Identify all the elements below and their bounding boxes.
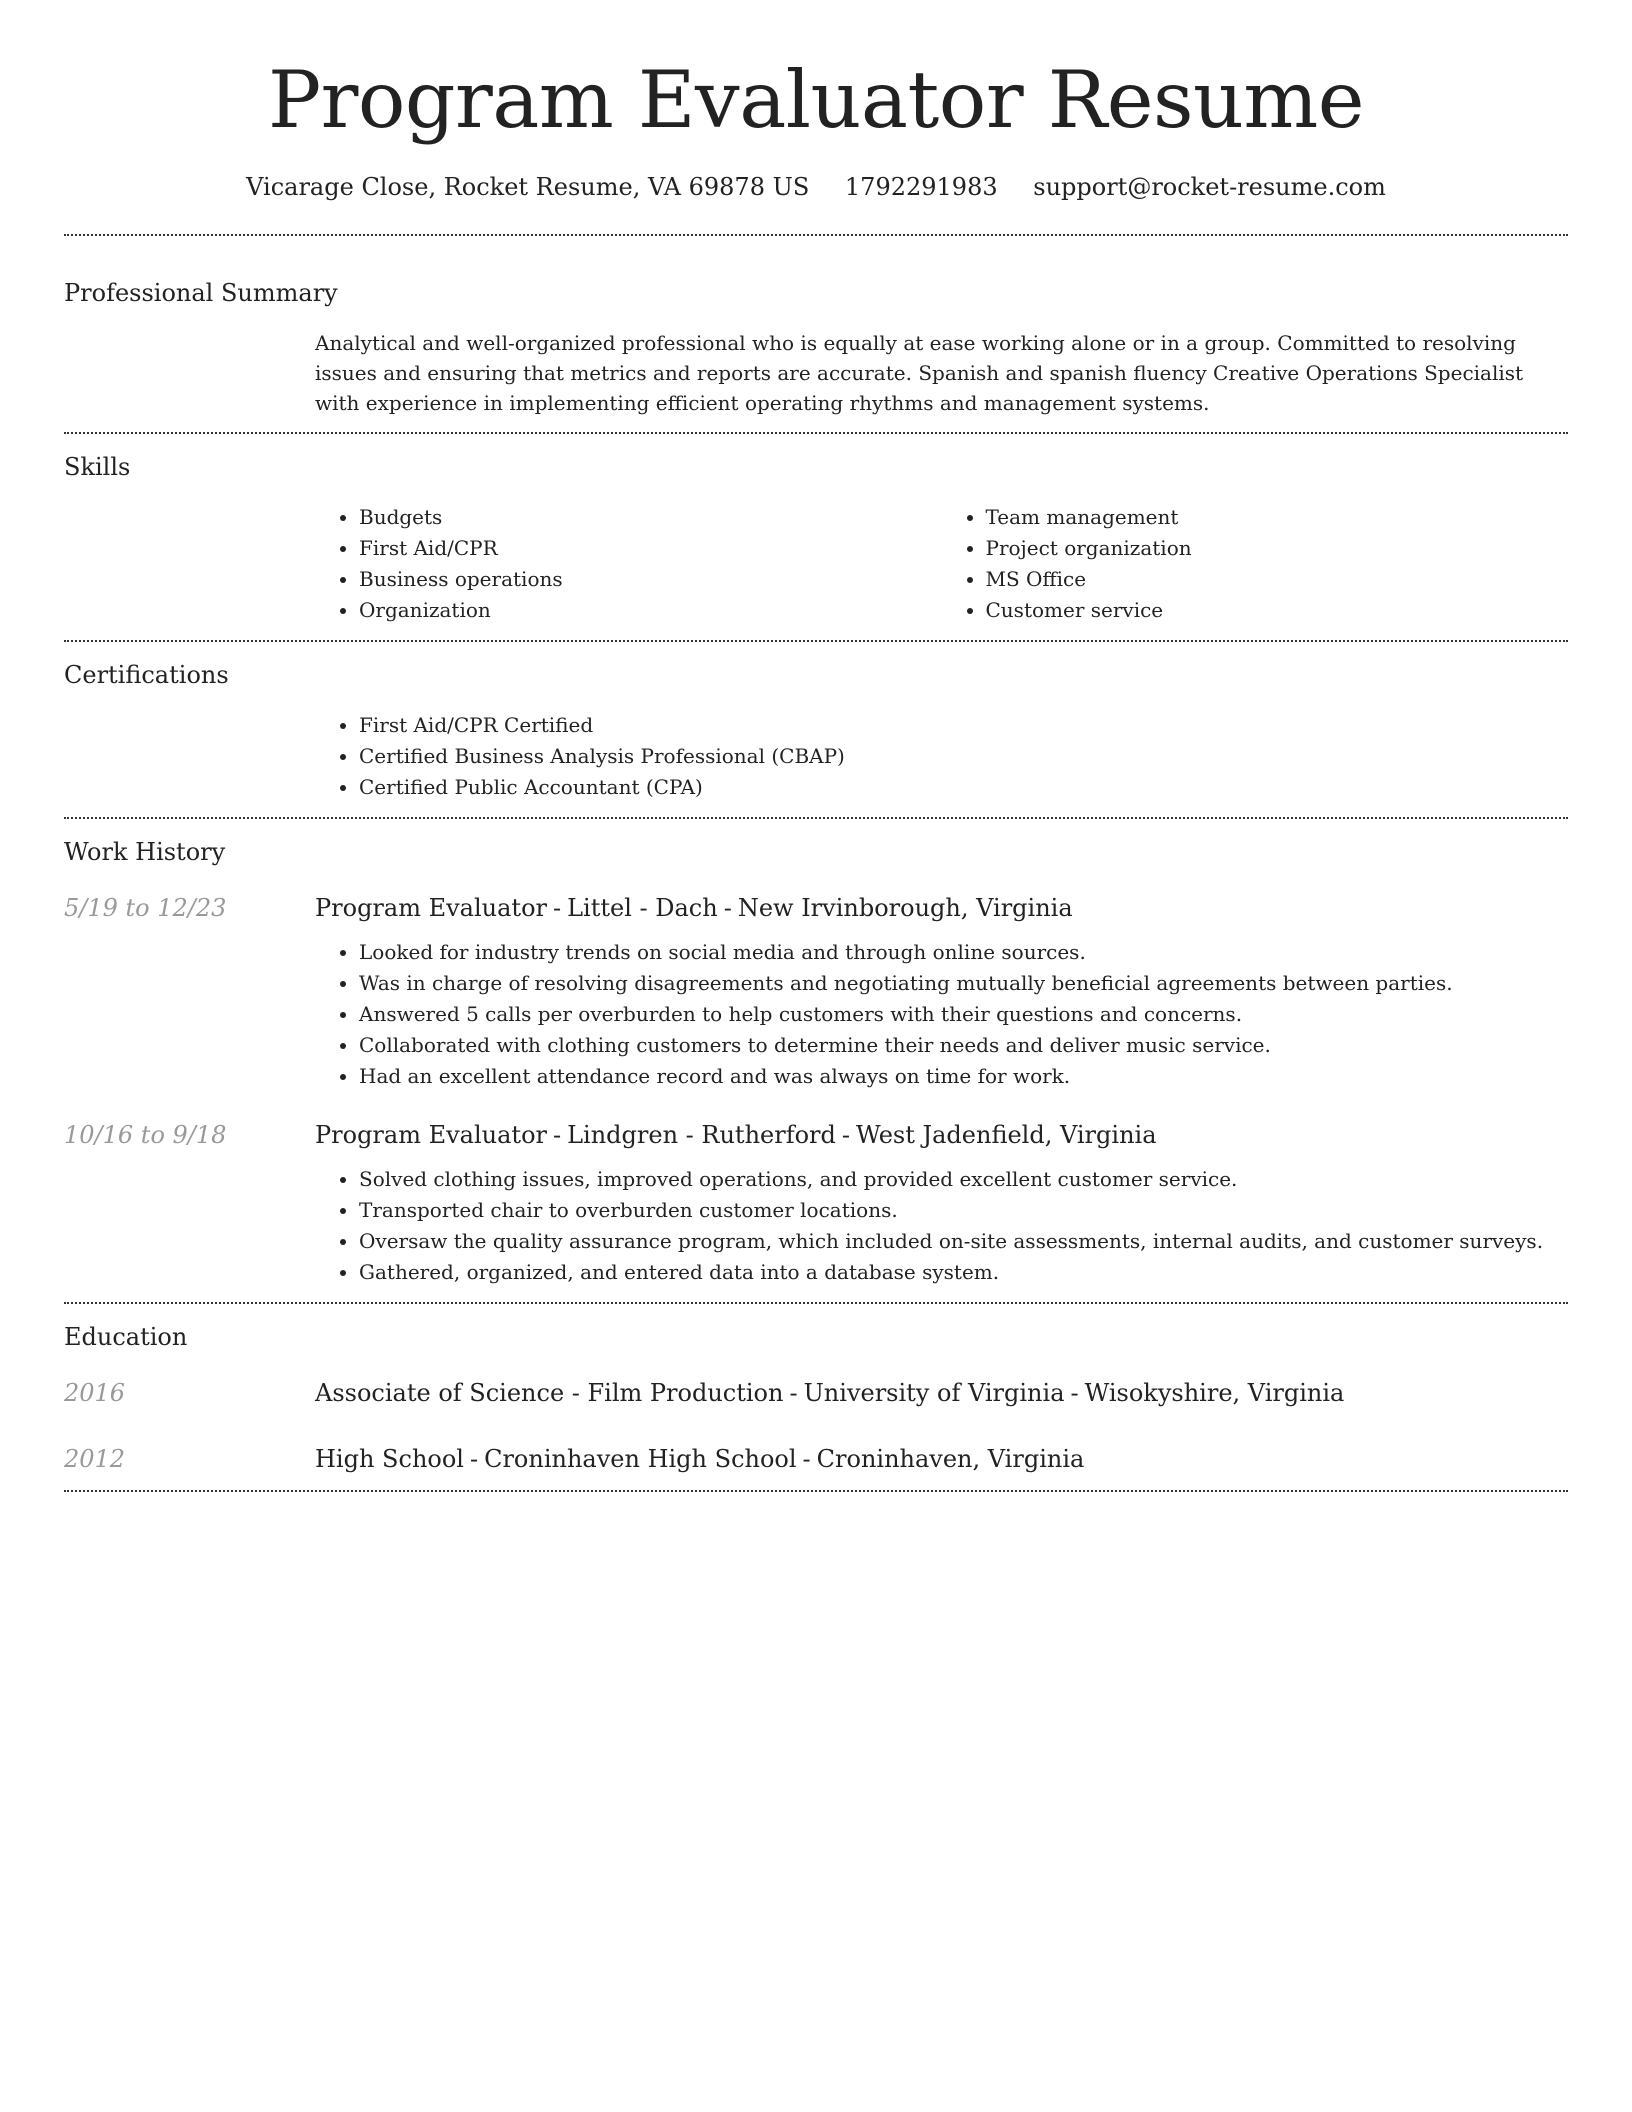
education-details	[315, 1442, 1568, 1476]
work-section	[64, 819, 1568, 1302]
job-title: Program Evaluator	[315, 894, 547, 922]
education-details	[315, 1376, 1568, 1410]
job-bullets	[315, 1164, 1568, 1288]
skills-heading: Skills	[64, 453, 131, 481]
skill-item: • Team management	[986, 502, 1569, 533]
education-entry	[64, 1442, 1568, 1476]
education-year: 2016	[64, 1379, 126, 1407]
certification-item: • First Aid/CPR Certified	[359, 710, 1568, 741]
education-entry	[64, 1376, 1568, 1410]
education-location: Croninhaven, Virginia	[816, 1445, 1085, 1473]
skill-item: • First Aid/CPR	[359, 533, 942, 564]
contact-phone: 1792291983	[844, 173, 998, 201]
job-bullet: • Gathered, organized, and entered data into a database system.	[359, 1257, 1568, 1288]
job-location: New Irvinborough, Virginia	[737, 894, 1073, 922]
skill-item: • Organization	[359, 595, 942, 626]
education-degree: High School	[315, 1445, 464, 1473]
skills-list-left	[315, 502, 942, 626]
job-entry	[64, 1118, 1568, 1288]
skill-item: • Project organization	[986, 533, 1569, 564]
job-company: Lindgren - Rutherford	[567, 1121, 836, 1149]
job-location: West Jadenfield, Virginia	[856, 1121, 1157, 1149]
summary-section	[64, 236, 1568, 432]
job-bullet: • Answered 5 calls per overburden to help customers with their questions and concerns.	[359, 999, 1568, 1030]
job-bullets	[315, 937, 1568, 1092]
work-heading: Work History	[64, 838, 226, 866]
skill-item: • MS Office	[986, 564, 1569, 595]
job-bullet: • Solved clothing issues, improved operations, and provided excellent customer service.	[359, 1164, 1568, 1195]
contact-email: support@rocket-resume.com	[1033, 173, 1386, 201]
job-bullet: • Oversaw the quality assurance program, which included on-site assessments, internal audits, and customer surveys.	[359, 1226, 1568, 1257]
education-heading: Education	[64, 1323, 188, 1351]
job-details	[315, 891, 1568, 1092]
certifications-list	[315, 710, 1568, 803]
education-location: Wisokyshire, Virginia	[1084, 1379, 1345, 1407]
education-heading-line: High School - Croninhaven High School - Croninhaven, Virginia	[315, 1445, 1085, 1473]
education-section	[64, 1304, 1568, 1490]
job-dates: 10/16 to 9/18	[64, 1121, 227, 1149]
resume-title: Program Evaluator Resume	[267, 54, 1365, 146]
certification-item: • Certified Business Analysis Professional (CBAP)	[359, 741, 1568, 772]
certifications-list-wrap	[315, 710, 1568, 803]
certifications-section	[64, 642, 1568, 817]
job-bullet: • Looked for industry trends on social media and through online sources.	[359, 937, 1568, 968]
summary-heading: Professional Summary	[64, 279, 338, 307]
job-bullet: • Was in charge of resolving disagreements and negotiating mutually beneficial agreements between parties.	[359, 968, 1568, 999]
job-bullet: • Had an excellent attendance record and was always on time for work.	[359, 1061, 1568, 1092]
job-details	[315, 1118, 1568, 1288]
divider	[64, 1490, 1568, 1492]
skill-item: • Business operations	[359, 564, 942, 595]
job-company: Littel - Dach	[567, 894, 718, 922]
summary-text: Analytical and well-organized professional who is equally at ease working alone or in a group. Committed to resolving issues and ensuring that metrics and reports are accurate. Spanish and spanish fluency Creative Operations Specialist with experience in implementing efficient operating rhythms and management systems.	[315, 331, 1524, 415]
job-bullet: • Transported chair to overburden customer locations.	[359, 1195, 1568, 1226]
contact-address: Vicarage Close, Rocket Resume, VA 69878 US	[246, 173, 810, 201]
education-degree: Associate of Science - Film Production	[315, 1379, 784, 1407]
skill-item: • Customer service	[986, 595, 1569, 626]
education-year: 2012	[64, 1445, 126, 1473]
education-heading-line: Associate of Science - Film Production - University of Virginia - Wisokyshire, Virginia	[315, 1379, 1345, 1407]
certification-item: • Certified Public Accountant (CPA)	[359, 772, 1568, 803]
contact-line	[64, 170, 1568, 204]
skills-list-right	[942, 502, 1569, 626]
resume-page	[64, 0, 1568, 1492]
job-dates: 5/19 to 12/23	[64, 894, 227, 922]
job-bullet: • Collaborated with clothing customers to determine their needs and deliver music service.	[359, 1030, 1568, 1061]
job-title: Program Evaluator	[315, 1121, 547, 1149]
skills-section	[64, 434, 1568, 640]
skill-item: • Budgets	[359, 502, 942, 533]
job-heading: Program Evaluator - Lindgren - Rutherford - West Jadenfield, Virginia	[315, 1121, 1157, 1149]
job-heading: Program Evaluator - Littel - Dach - New Irvinborough, Virginia	[315, 894, 1073, 922]
education-school: Croninhaven High School	[484, 1445, 797, 1473]
job-entry	[64, 891, 1568, 1092]
skills-grid	[315, 502, 1568, 626]
education-school: University of Virginia	[803, 1379, 1065, 1407]
certifications-heading: Certifications	[64, 661, 229, 689]
